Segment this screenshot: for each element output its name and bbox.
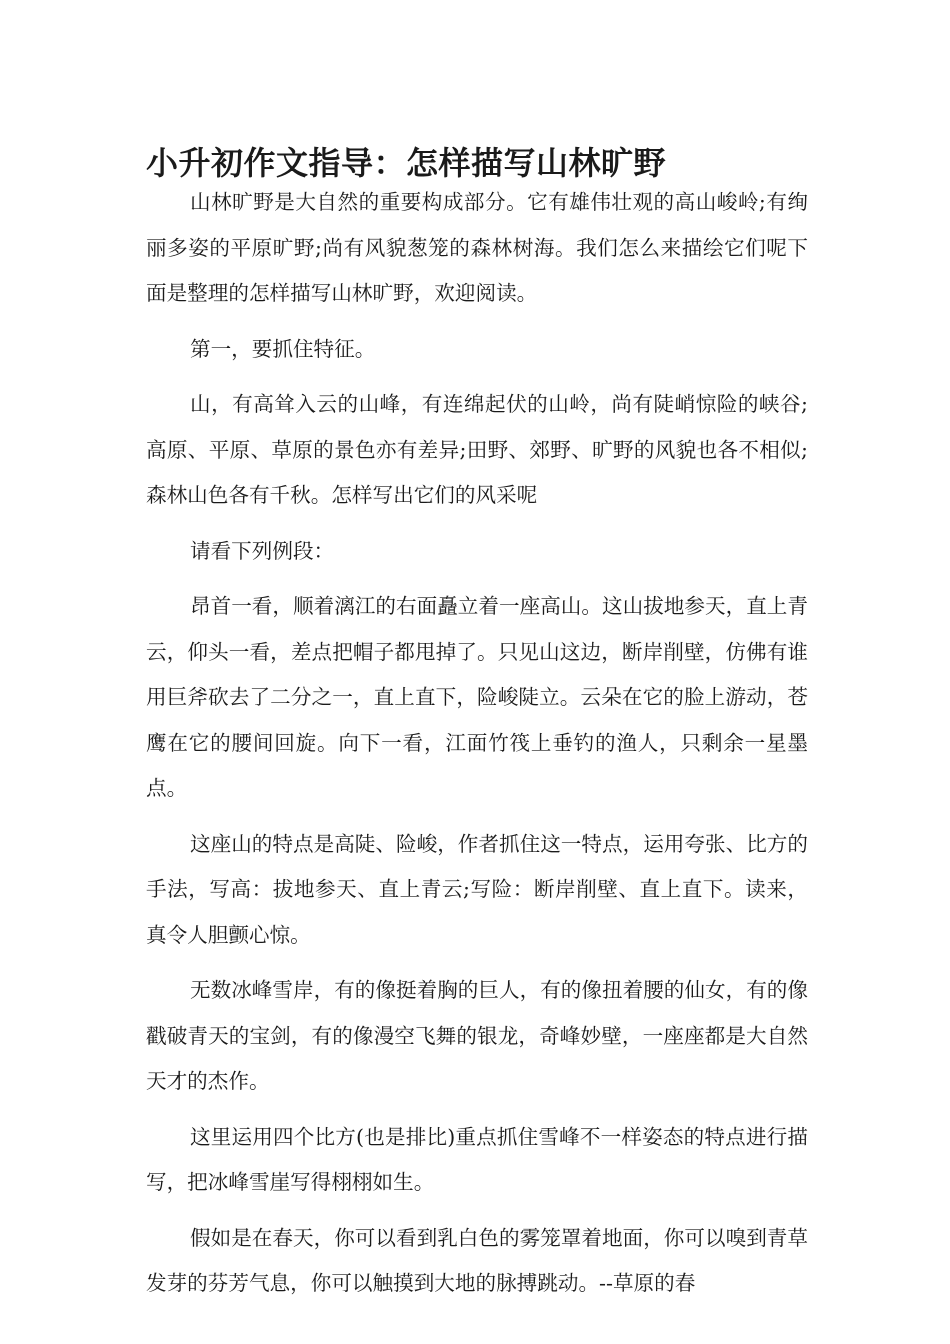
paragraph-mountain-features: 山，有高耸入云的山峰，有连绵起伏的山岭，尚有陡峭惊险的峡谷;高原、平原、草原的景色亦有差异;田野、郊野、旷野的风貌也各不相似;森林山色各有千秋。怎样写出它们的风采呢 (146, 392, 808, 507)
document-title: 小升初作文指导：怎样描写山林旷野 (146, 144, 667, 183)
paragraph-example-grassland: 假如是在春天，你可以看到乳白色的雾笼罩着地面，你可以嗅到青草发芽的芬芳气息，你可以触摸到大地的脉搏跳动。--草原的春 (146, 1225, 808, 1295)
paragraph-intro: 山林旷野是大自然的重要构成部分。它有雄伟壮观的高山峻岭;有绚丽多姿的平原旷野;尚有风貌葱笼的森林树海。我们怎么来描绘它们呢下面是整理的怎样描写山林旷野，欢迎阅读。 (146, 190, 808, 305)
paragraph-analysis-mountain: 这座山的特点是高陡、险峻，作者抓住这一特点，运用夸张、比方的手法，写高：拔地参天、直上青云;写险：断岸削壁、直上直下。读来，真令人胆颤心惊。 (146, 831, 808, 947)
paragraph-example-intro: 请看下列例段： (190, 538, 335, 563)
paragraph-point-one: 第一，要抓住特征。 (190, 336, 376, 361)
paragraph-example-ice-peaks: 无数冰峰雪岸，有的像挺着胸的巨人，有的像扭着腰的仙女，有的像戳破青天的宝剑，有的像漫空飞舞的银龙，奇峰妙壁，一座座都是大自然天才的杰作。 (146, 978, 808, 1093)
document-body (146, 180, 808, 1317)
paragraph-example-mountain: 昂首一看，顺着漓江的右面矗立着一座高山。这山拔地参天，直上青云，仰头一看，差点把帽子都甩掉了。只见山这边，断岸削壁，仿佛有谁用巨斧砍去了二分之一，直上直下，险峻陡立。云朵在它的脸上游动，苍鹰在它的腰间回旋。向下一看，江面竹筏上垂钓的渔人，只剩余一星墨点。 (146, 594, 808, 800)
paragraph-analysis-ice-peaks: 这里运用四个比方(也是排比)重点抓住雪峰不一样姿态的特点进行描写，把冰峰雪崖写得栩栩如生。 (146, 1124, 808, 1194)
